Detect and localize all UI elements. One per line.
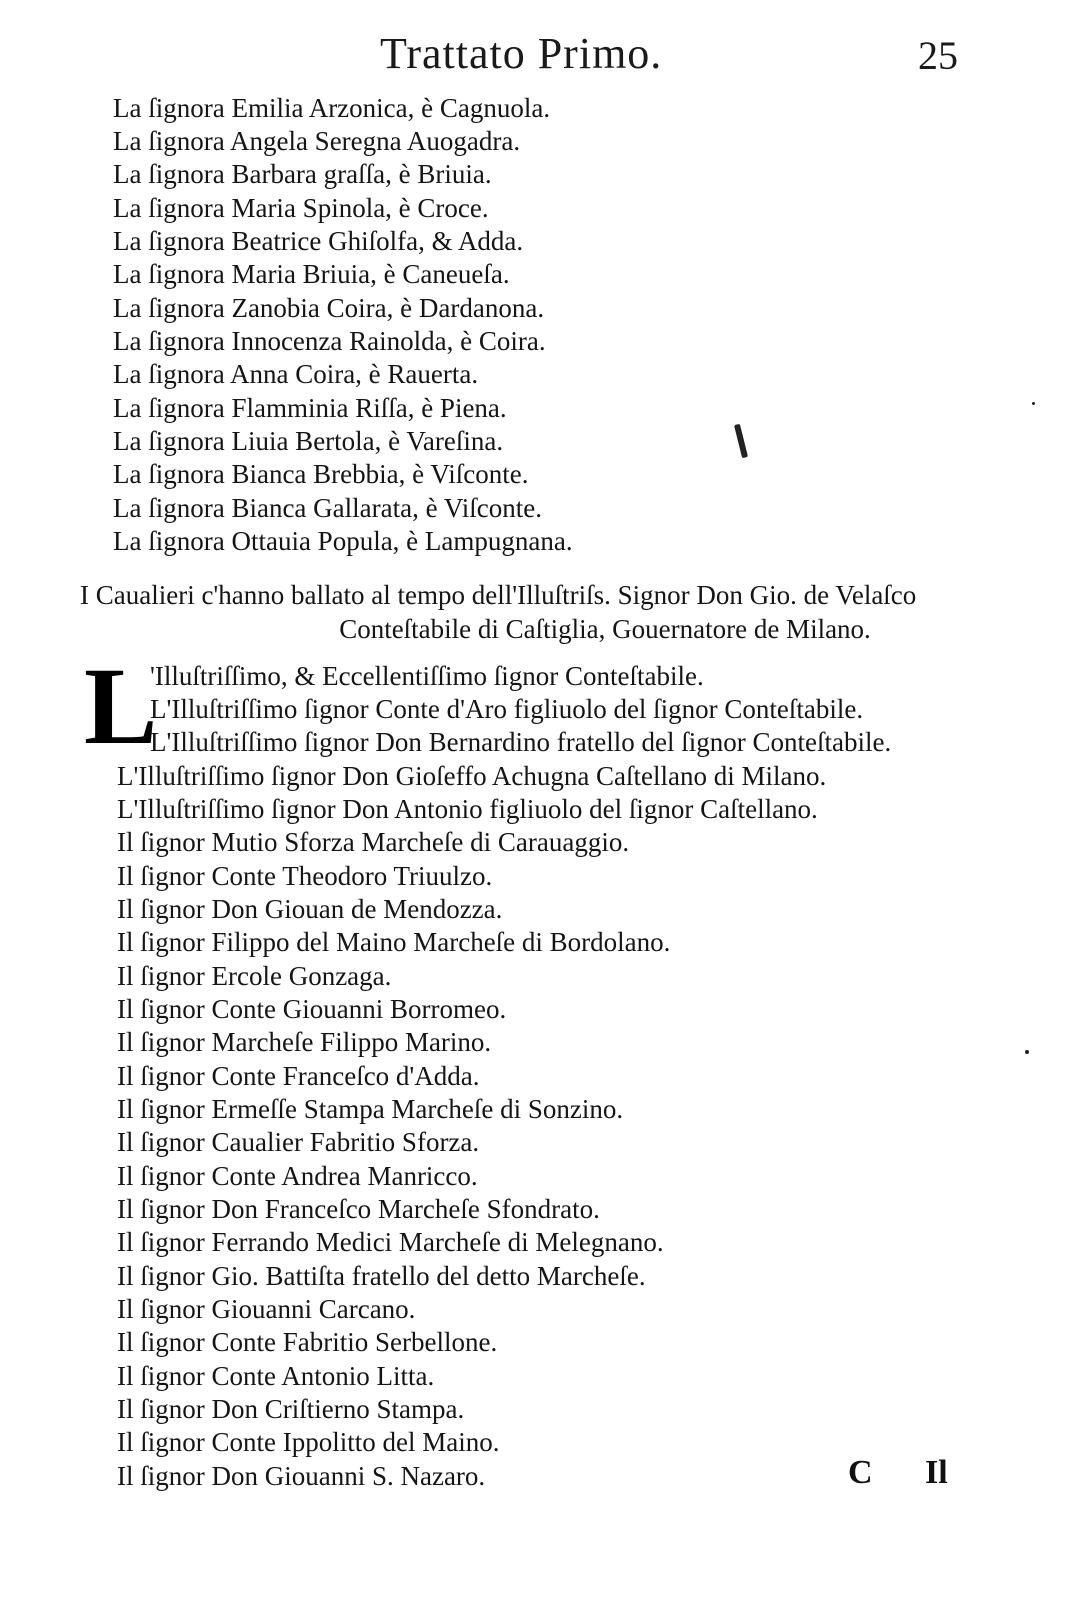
running-title: Trattato Primo.: [380, 29, 663, 78]
cavalier-entry: Il ſignor Conte Giouanni Borromeo.: [117, 994, 507, 1024]
lady-entry: La ſignora Bianca Gallarata, è Viſconte.: [113, 493, 542, 523]
cavalier-entry: Il ſignor Don Giouanni S. Nazaro.: [117, 1461, 486, 1491]
cavalier-entry: 'Illuſtriſſimo, & Eccellentiſſimo ſignor Conteſtabile.: [150, 661, 704, 691]
ink-speck: [1032, 402, 1035, 405]
cavalier-entry: Il ſignor Conte Theodoro Triuulzo.: [117, 861, 493, 891]
lady-entry: La ſignora Emilia Arzonica, è Cagnuola.: [113, 93, 551, 123]
cavalier-entry: Il ſignor Ercole Gonzaga.: [117, 961, 392, 991]
cavalier-entry: Il ſignor Don Franceſco Marcheſe Sfondrato.: [117, 1194, 600, 1224]
cavalier-entry: Il ſignor Don Giouan de Mendozza.: [117, 894, 503, 924]
lady-entry: La ſignora Maria Spinola, è Croce.: [113, 193, 489, 223]
cavalier-entry: L'Illuſtriſſimo ſignor Don Gioſeffo Achugna Caſtellano di Milano.: [117, 761, 827, 791]
ink-speck: [1025, 1050, 1029, 1054]
cavalier-entry: Il ſignor Don Criſtierno Stampa.: [117, 1394, 465, 1424]
section-heading-line-2: Conteſtabile di Caſtiglia, Gouernatore de Milano.: [339, 614, 871, 644]
cavalier-entry: L'Illuſtriſſimo ſignor Don Antonio figliuolo del ſignor Caſtellano.: [117, 794, 818, 824]
cavalier-entry: Il ſignor Gio. Battiſta fratello del detto Marcheſe.: [117, 1261, 646, 1291]
cavalier-entry: Il ſignor Conte Andrea Manricco.: [117, 1161, 478, 1191]
signature-mark: C: [848, 1454, 873, 1491]
lady-entry: La ſignora Flamminia Riſſa, è Piena.: [113, 393, 507, 423]
cavalier-entry: Il ſignor Caualier Fabritio Sforza.: [117, 1127, 480, 1157]
lady-entry: La ſignora Zanobia Coira, è Dardanona.: [113, 293, 545, 323]
catchword: Il: [925, 1454, 948, 1491]
cavalier-entry: Il ſignor Mutio Sforza Marcheſe di Carauaggio.: [117, 827, 630, 857]
lady-entry: La ſignora Anna Coira, è Rauerta.: [113, 359, 479, 389]
cavalier-entry: Il ſignor Conte Franceſco d'Adda.: [117, 1061, 480, 1091]
lady-entry: La ſignora Bianca Brebbia, è Viſconte.: [113, 459, 529, 489]
lady-entry: La ſignora Angela Seregna Auogadra.: [113, 126, 521, 156]
drop-capital: L: [84, 645, 158, 767]
cavalier-entry: L'Illuſtriſſimo ſignor Conte d'Aro figliuolo del ſignor Conteſtabile.: [150, 694, 864, 724]
cavalier-entry: Il ſignor Giouanni Carcano.: [117, 1294, 416, 1324]
lady-entry: La ſignora Ottauia Popula, è Lampugnana.: [113, 526, 573, 556]
cavalier-entry: Il ſignor Ermeſſe Stampa Marcheſe di Sonzino.: [117, 1094, 624, 1124]
ink-speck: [734, 424, 748, 458]
lady-entry: La ſignora Innocenza Rainolda, è Coira.: [113, 326, 546, 356]
section-heading: [80, 578, 1010, 646]
section-heading-line-1: I Caualieri c'hanno ballato al tempo dell'Illuſtriſs. Signor Don Gio. de Velaſco: [80, 580, 917, 610]
cavalier-entry: L'Illuſtriſſimo ſignor Don Bernardino fratello del ſignor Conteſtabile.: [150, 727, 892, 757]
page-number: 25: [918, 33, 958, 78]
cavalier-entry: Il ſignor Marcheſe Filippo Marino.: [117, 1027, 492, 1057]
cavalier-entry: Il ſignor Conte Ippolitto del Maino.: [117, 1427, 500, 1457]
lady-entry: La ſignora Barbara graſſa, è Briuia.: [113, 159, 492, 189]
lady-entry: La ſignora Maria Briuia, è Caneueſa.: [113, 259, 510, 289]
running-head: [0, 22, 1081, 82]
cavalier-entry: Il ſignor Conte Fabritio Serbellone.: [117, 1327, 498, 1357]
cavalier-entry: Il ſignor Conte Antonio Litta.: [117, 1361, 435, 1391]
lady-entry: La ſignora Beatrice Ghiſolfa, & Adda.: [113, 226, 524, 256]
cavalier-entry: Il ſignor Filippo del Maino Marcheſe di Bordolano.: [117, 927, 671, 957]
lady-entry: La ſignora Liuia Bertola, è Vareſina.: [113, 426, 504, 456]
cavalier-entry: Il ſignor Ferrando Medici Marcheſe di Melegnano.: [117, 1227, 664, 1257]
